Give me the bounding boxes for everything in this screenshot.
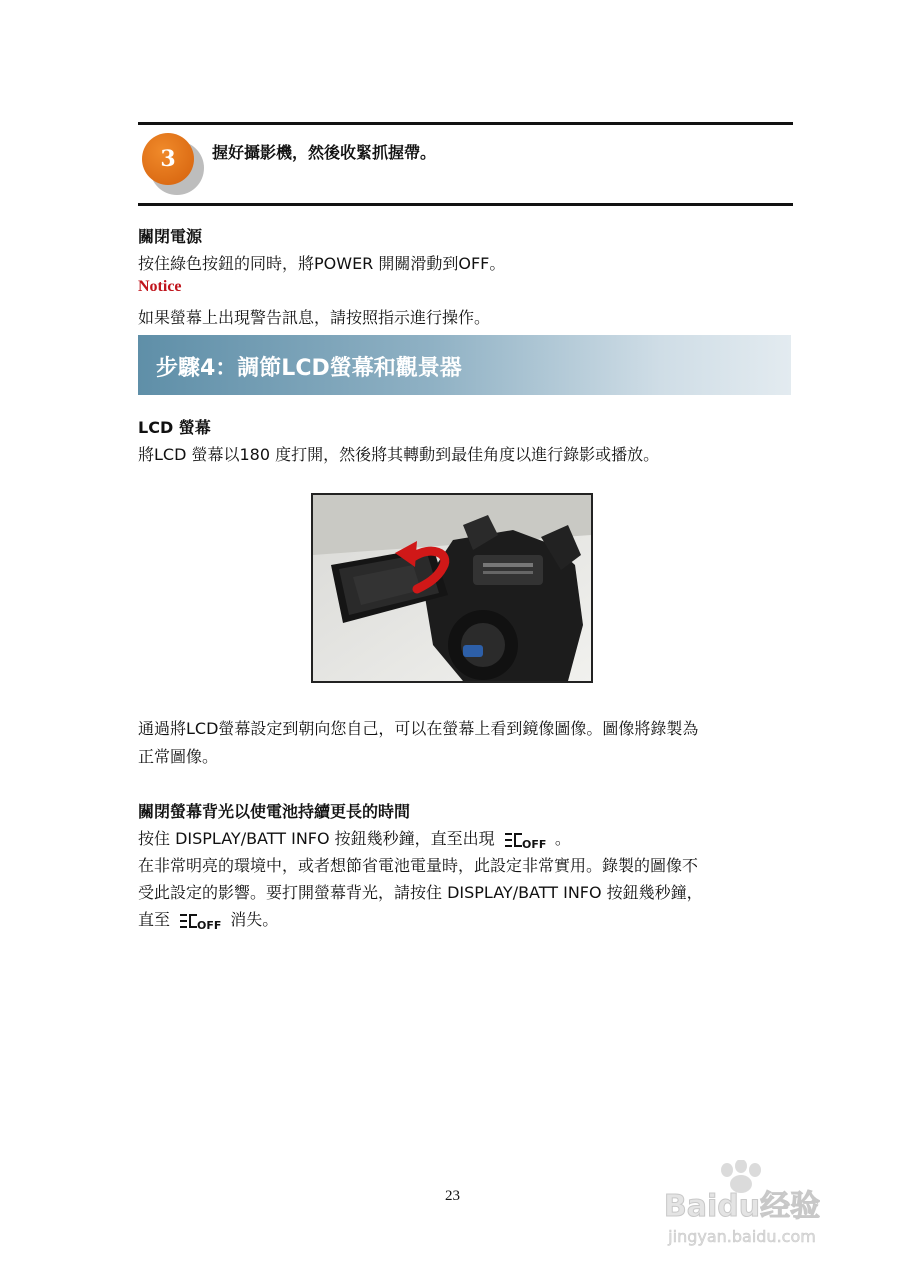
backlight-line4-text: 直至	[138, 910, 171, 929]
lcd-text: 將LCD 螢幕以180 度打開，然後將其轉動到最佳角度以進行錄影或播放。	[138, 445, 660, 464]
bottom-rule	[138, 203, 793, 206]
mirror-text-line2: 正常圖像。	[138, 747, 219, 766]
svg-text:OFF: OFF	[197, 918, 222, 931]
backlight-line2: 在非常明亮的環境中，或者想節省電池電量時，此設定非常實用。錄製的圖像不	[138, 856, 699, 875]
step4-banner	[138, 335, 791, 395]
backlight-line1-end: 。	[554, 829, 571, 848]
mirror-text-line1: 通過將LCD螢幕設定到朝向您自己，可以在螢幕上看到鏡像圖像。圖像將錄製為	[138, 719, 699, 738]
step4-title: 步驟4：調節LCD螢幕和觀景器	[156, 356, 462, 381]
step3-instruction: 握好攝影機，然後收緊抓握帶。	[212, 143, 437, 162]
top-rule	[138, 122, 793, 125]
page-number: 23	[445, 1188, 460, 1204]
svg-text:OFF: OFF	[521, 837, 546, 850]
camcorder-illustration	[313, 495, 591, 681]
backlight-line1-text: 按住 DISPLAY/BATT INFO 按鈕幾秒鐘，直至出現	[138, 829, 495, 848]
watermark-brand: Baidu经验	[663, 1189, 821, 1224]
power-off-text: 按住綠色按鈕的同時，將POWER 開關滑動到OFF。	[138, 254, 506, 273]
notice-text: 如果螢幕上出現警告訊息，請按照指示進行操作。	[138, 308, 491, 327]
lcd-heading: LCD 螢幕	[138, 418, 211, 437]
power-off-heading: 關閉電源	[138, 227, 203, 246]
backlight-line4-end: 消失。	[230, 910, 279, 929]
baidu-paw-logo	[637, 1160, 847, 1250]
backlight-line1	[138, 826, 571, 850]
backlight-line4	[138, 907, 278, 931]
step-number-badge: 3	[142, 133, 194, 185]
watermark-url: jingyan.baidu.com	[668, 1227, 816, 1246]
lcd-backlight-off-icon	[504, 830, 546, 850]
camcorder-photo	[311, 493, 593, 683]
backlight-heading: 關閉螢幕背光以使電池持續更長的時間	[138, 802, 411, 821]
lcd-backlight-off-icon	[179, 911, 221, 931]
baidu-watermark	[637, 1160, 847, 1250]
backlight-line3: 受此設定的影響。要打開螢幕背光，請按住 DISPLAY/BATT INFO 按鈕幾秒鐘，	[138, 883, 703, 902]
notice-label: Notice	[138, 278, 182, 295]
